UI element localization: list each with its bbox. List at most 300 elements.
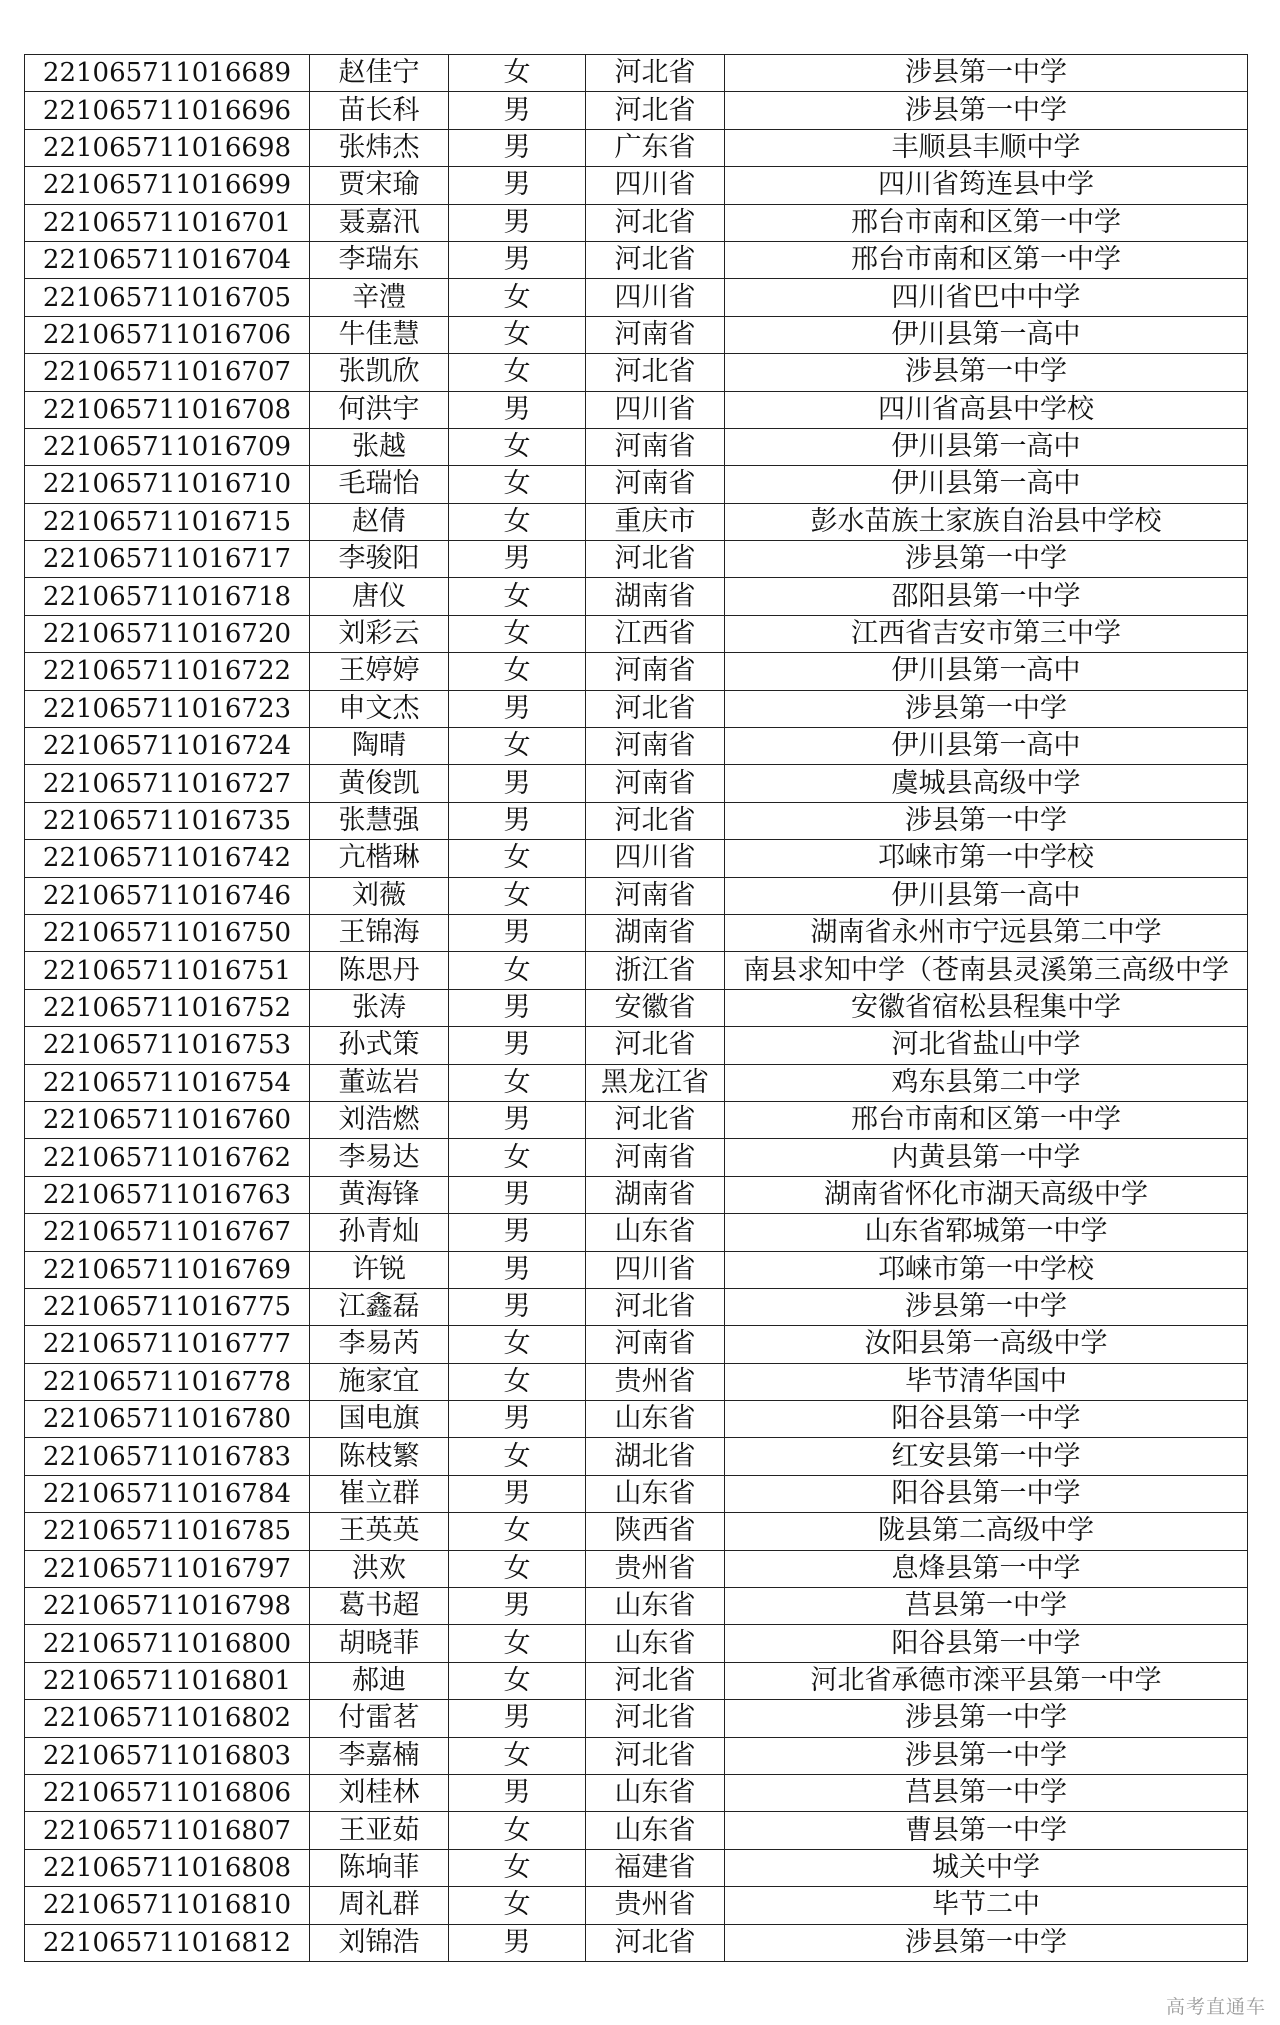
table-row — [25, 1401, 1248, 1438]
table-row — [25, 466, 1248, 503]
province-cell: 河北省 — [586, 541, 725, 578]
exam-id-cell: 221065711016810 — [25, 1887, 310, 1924]
exam-id-cell: 221065711016778 — [25, 1363, 310, 1400]
gender-cell: 男 — [449, 914, 586, 951]
school-cell: 江西省吉安市第三中学 — [725, 615, 1248, 652]
name-cell: 郝迪 — [310, 1662, 449, 1699]
school-cell: 河北省承德市滦平县第一中学 — [725, 1662, 1248, 1699]
table-row — [25, 279, 1248, 316]
exam-id-cell: 221065711016698 — [25, 129, 310, 166]
province-cell: 山东省 — [586, 1625, 725, 1662]
exam-id-cell: 221065711016783 — [25, 1438, 310, 1475]
exam-id-cell: 221065711016798 — [25, 1588, 310, 1625]
school-cell: 涉县第一中学 — [725, 802, 1248, 839]
name-cell: 陶晴 — [310, 728, 449, 765]
school-cell: 四川省筠连县中学 — [725, 167, 1248, 204]
province-cell: 安徽省 — [586, 989, 725, 1026]
table-row — [25, 653, 1248, 690]
name-cell: 毛瑞怡 — [310, 466, 449, 503]
province-cell: 四川省 — [586, 167, 725, 204]
exam-id-cell: 221065711016715 — [25, 503, 310, 540]
table-row — [25, 1812, 1248, 1849]
exam-id-cell: 221065711016762 — [25, 1139, 310, 1176]
name-cell: 王锦海 — [310, 914, 449, 951]
school-cell: 涉县第一中学 — [725, 1924, 1248, 1961]
exam-id-cell: 221065711016785 — [25, 1513, 310, 1550]
province-cell: 河南省 — [586, 653, 725, 690]
province-cell: 河北省 — [586, 241, 725, 278]
province-cell: 河南省 — [586, 1139, 725, 1176]
gender-cell: 女 — [449, 578, 586, 615]
school-cell: 邛崃市第一中学校 — [725, 1251, 1248, 1288]
province-cell: 河北省 — [586, 802, 725, 839]
gender-cell: 男 — [449, 167, 586, 204]
exam-id-cell: 221065711016720 — [25, 615, 310, 652]
exam-id-cell: 221065711016751 — [25, 952, 310, 989]
school-cell: 丰顺县丰顺中学 — [725, 129, 1248, 166]
name-cell: 孙青灿 — [310, 1214, 449, 1251]
province-cell: 山东省 — [586, 1475, 725, 1512]
exam-id-cell: 221065711016777 — [25, 1326, 310, 1363]
name-cell: 洪欢 — [310, 1550, 449, 1587]
gender-cell: 女 — [449, 354, 586, 391]
province-cell: 江西省 — [586, 615, 725, 652]
gender-cell: 男 — [449, 1475, 586, 1512]
exam-id-cell: 221065711016706 — [25, 316, 310, 353]
table-row — [25, 989, 1248, 1026]
gender-cell: 男 — [449, 391, 586, 428]
name-cell: 赵佳宁 — [310, 55, 449, 92]
table-row — [25, 503, 1248, 540]
province-cell: 山东省 — [586, 1588, 725, 1625]
exam-id-cell: 221065711016812 — [25, 1924, 310, 1961]
gender-cell: 女 — [449, 503, 586, 540]
gender-cell: 女 — [449, 840, 586, 877]
table-row — [25, 1438, 1248, 1475]
gender-cell: 女 — [449, 1849, 586, 1886]
name-cell: 刘薇 — [310, 877, 449, 914]
gender-cell: 男 — [449, 1924, 586, 1961]
exam-id-cell: 221065711016780 — [25, 1401, 310, 1438]
exam-id-cell: 221065711016708 — [25, 391, 310, 428]
school-cell: 毕节清华国中 — [725, 1363, 1248, 1400]
school-cell: 湖南省永州市宁远县第二中学 — [725, 914, 1248, 951]
gender-cell: 男 — [449, 1774, 586, 1811]
gender-cell: 女 — [449, 428, 586, 465]
table-row — [25, 55, 1248, 92]
table-row — [25, 615, 1248, 652]
exam-id-cell: 221065711016707 — [25, 354, 310, 391]
exam-id-cell: 221065711016801 — [25, 1662, 310, 1699]
province-cell: 河北省 — [586, 204, 725, 241]
school-cell: 伊川县第一高中 — [725, 428, 1248, 465]
table-row — [25, 840, 1248, 877]
province-cell: 河南省 — [586, 316, 725, 353]
name-cell: 江鑫磊 — [310, 1288, 449, 1325]
province-cell: 福建省 — [586, 1849, 725, 1886]
exam-id-cell: 221065711016705 — [25, 279, 310, 316]
exam-id-cell: 221065711016760 — [25, 1101, 310, 1138]
name-cell: 何洪宇 — [310, 391, 449, 428]
name-cell: 付雷茗 — [310, 1700, 449, 1737]
table-row — [25, 1550, 1248, 1587]
name-cell: 张凯欣 — [310, 354, 449, 391]
exam-id-cell: 221065711016746 — [25, 877, 310, 914]
school-cell: 红安县第一中学 — [725, 1438, 1248, 1475]
gender-cell: 女 — [449, 952, 586, 989]
school-cell: 息烽县第一中学 — [725, 1550, 1248, 1587]
school-cell: 莒县第一中学 — [725, 1588, 1248, 1625]
province-cell: 河北省 — [586, 1101, 725, 1138]
exam-id-cell: 221065711016807 — [25, 1812, 310, 1849]
school-cell: 彭水苗族土家族自治县中学校 — [725, 503, 1248, 540]
province-cell: 山东省 — [586, 1774, 725, 1811]
gender-cell: 女 — [449, 653, 586, 690]
name-cell: 张慧强 — [310, 802, 449, 839]
exam-id-cell: 221065711016806 — [25, 1774, 310, 1811]
gender-cell: 女 — [449, 1812, 586, 1849]
school-cell: 鸡东县第二中学 — [725, 1064, 1248, 1101]
table-row — [25, 1176, 1248, 1213]
gender-cell: 女 — [449, 1550, 586, 1587]
province-cell: 河北省 — [586, 1924, 725, 1961]
province-cell: 四川省 — [586, 391, 725, 428]
table-row — [25, 428, 1248, 465]
name-cell: 张炜杰 — [310, 129, 449, 166]
gender-cell: 男 — [449, 1027, 586, 1064]
gender-cell: 男 — [449, 204, 586, 241]
table-row — [25, 952, 1248, 989]
table-row — [25, 204, 1248, 241]
province-cell: 黑龙江省 — [586, 1064, 725, 1101]
gender-cell: 男 — [449, 1401, 586, 1438]
table-row — [25, 914, 1248, 951]
gender-cell: 男 — [449, 690, 586, 727]
table-row — [25, 1924, 1248, 1961]
name-cell: 周礼群 — [310, 1887, 449, 1924]
school-cell: 城关中学 — [725, 1849, 1248, 1886]
name-cell: 王亚茹 — [310, 1812, 449, 1849]
exam-id-cell: 221065711016689 — [25, 55, 310, 92]
name-cell: 陈垧菲 — [310, 1849, 449, 1886]
school-cell: 涉县第一中学 — [725, 541, 1248, 578]
gender-cell: 女 — [449, 728, 586, 765]
exam-id-cell: 221065711016763 — [25, 1176, 310, 1213]
name-cell: 崔立群 — [310, 1475, 449, 1512]
table-row — [25, 316, 1248, 353]
school-cell: 伊川县第一高中 — [725, 877, 1248, 914]
exam-id-cell: 221065711016802 — [25, 1700, 310, 1737]
name-cell: 李嘉楠 — [310, 1737, 449, 1774]
school-cell: 阳谷县第一中学 — [725, 1475, 1248, 1512]
name-cell: 刘桂林 — [310, 1774, 449, 1811]
school-cell: 邵阳县第一中学 — [725, 578, 1248, 615]
province-cell: 河北省 — [586, 1737, 725, 1774]
exam-id-cell: 221065711016723 — [25, 690, 310, 727]
name-cell: 王英英 — [310, 1513, 449, 1550]
gender-cell: 女 — [449, 1363, 586, 1400]
school-cell: 毕节二中 — [725, 1887, 1248, 1924]
table-row — [25, 1326, 1248, 1363]
exam-id-cell: 221065711016722 — [25, 653, 310, 690]
exam-id-cell: 221065711016750 — [25, 914, 310, 951]
name-cell: 黄俊凯 — [310, 765, 449, 802]
table-row — [25, 1139, 1248, 1176]
province-cell: 河北省 — [586, 92, 725, 129]
gender-cell: 男 — [449, 1700, 586, 1737]
table-row — [25, 1363, 1248, 1400]
table-row — [25, 241, 1248, 278]
name-cell: 刘彩云 — [310, 615, 449, 652]
province-cell: 广东省 — [586, 129, 725, 166]
name-cell: 申文杰 — [310, 690, 449, 727]
exam-id-cell: 221065711016727 — [25, 765, 310, 802]
gender-cell: 女 — [449, 316, 586, 353]
table-row — [25, 1027, 1248, 1064]
province-cell: 浙江省 — [586, 952, 725, 989]
school-cell: 内黄县第一中学 — [725, 1139, 1248, 1176]
province-cell: 陕西省 — [586, 1513, 725, 1550]
province-cell: 河北省 — [586, 1700, 725, 1737]
gender-cell: 男 — [449, 541, 586, 578]
province-cell: 贵州省 — [586, 1363, 725, 1400]
name-cell: 葛书超 — [310, 1588, 449, 1625]
exam-id-cell: 221065711016769 — [25, 1251, 310, 1288]
table-row — [25, 129, 1248, 166]
table-row — [25, 1101, 1248, 1138]
school-cell: 邛崃市第一中学校 — [725, 840, 1248, 877]
exam-id-cell: 221065711016709 — [25, 428, 310, 465]
exam-id-cell: 221065711016808 — [25, 1849, 310, 1886]
school-cell: 河北省盐山中学 — [725, 1027, 1248, 1064]
gender-cell: 男 — [449, 765, 586, 802]
province-cell: 山东省 — [586, 1812, 725, 1849]
name-cell: 陈枝繁 — [310, 1438, 449, 1475]
table-row — [25, 391, 1248, 428]
table-row — [25, 1513, 1248, 1550]
province-cell: 湖南省 — [586, 1176, 725, 1213]
gender-cell: 女 — [449, 877, 586, 914]
gender-cell: 女 — [449, 55, 586, 92]
exam-id-cell: 221065711016701 — [25, 204, 310, 241]
gender-cell: 男 — [449, 802, 586, 839]
table-row — [25, 354, 1248, 391]
gender-cell: 男 — [449, 1251, 586, 1288]
gender-cell: 男 — [449, 1588, 586, 1625]
table-body — [25, 55, 1248, 1962]
exam-id-cell: 221065711016752 — [25, 989, 310, 1026]
gender-cell: 男 — [449, 241, 586, 278]
school-cell: 涉县第一中学 — [725, 1288, 1248, 1325]
exam-id-cell: 221065711016724 — [25, 728, 310, 765]
province-cell: 河南省 — [586, 466, 725, 503]
school-cell: 邢台市南和区第一中学 — [725, 204, 1248, 241]
watermark-text: 高考直通车 — [1165, 1996, 1266, 2018]
school-cell: 涉县第一中学 — [725, 354, 1248, 391]
table-row — [25, 541, 1248, 578]
table-row — [25, 728, 1248, 765]
province-cell: 湖南省 — [586, 578, 725, 615]
school-cell: 涉县第一中学 — [725, 55, 1248, 92]
school-cell: 莒县第一中学 — [725, 1774, 1248, 1811]
school-cell: 四川省高县中学校 — [725, 391, 1248, 428]
school-cell: 伊川县第一高中 — [725, 728, 1248, 765]
table-row — [25, 690, 1248, 727]
name-cell: 李瑞东 — [310, 241, 449, 278]
exam-id-cell: 221065711016735 — [25, 802, 310, 839]
table-row — [25, 1737, 1248, 1774]
school-cell: 南县求知中学（苍南县灵溪第三高级中学 — [725, 952, 1248, 989]
table-row — [25, 877, 1248, 914]
school-cell: 邢台市南和区第一中学 — [725, 241, 1248, 278]
table-row — [25, 765, 1248, 802]
school-cell: 涉县第一中学 — [725, 690, 1248, 727]
name-cell: 李易芮 — [310, 1326, 449, 1363]
province-cell: 四川省 — [586, 279, 725, 316]
province-cell: 四川省 — [586, 840, 725, 877]
table-row — [25, 1214, 1248, 1251]
gender-cell: 女 — [449, 1662, 586, 1699]
exam-id-cell: 221065711016696 — [25, 92, 310, 129]
name-cell: 陈思丹 — [310, 952, 449, 989]
table-row — [25, 1475, 1248, 1512]
table-row — [25, 1774, 1248, 1811]
table-row — [25, 1064, 1248, 1101]
name-cell: 辛澧 — [310, 279, 449, 316]
exam-id-cell: 221065711016718 — [25, 578, 310, 615]
gender-cell: 女 — [449, 1513, 586, 1550]
table-row — [25, 167, 1248, 204]
school-cell: 涉县第一中学 — [725, 92, 1248, 129]
name-cell: 贾宋瑜 — [310, 167, 449, 204]
province-cell: 山东省 — [586, 1214, 725, 1251]
gender-cell: 女 — [449, 1139, 586, 1176]
exam-id-cell: 221065711016753 — [25, 1027, 310, 1064]
school-cell: 伊川县第一高中 — [725, 466, 1248, 503]
school-cell: 汝阳县第一高级中学 — [725, 1326, 1248, 1363]
province-cell: 河南省 — [586, 1326, 725, 1363]
province-cell: 河北省 — [586, 1027, 725, 1064]
name-cell: 黄海锋 — [310, 1176, 449, 1213]
table-row — [25, 1700, 1248, 1737]
province-cell: 贵州省 — [586, 1887, 725, 1924]
name-cell: 李易达 — [310, 1139, 449, 1176]
exam-id-cell: 221065711016704 — [25, 241, 310, 278]
table-row — [25, 1588, 1248, 1625]
school-cell: 涉县第一中学 — [725, 1737, 1248, 1774]
name-cell: 孙式策 — [310, 1027, 449, 1064]
name-cell: 王婷婷 — [310, 653, 449, 690]
table-row — [25, 1288, 1248, 1325]
province-cell: 贵州省 — [586, 1550, 725, 1587]
exam-id-cell: 221065711016754 — [25, 1064, 310, 1101]
school-cell: 陇县第二高级中学 — [725, 1513, 1248, 1550]
school-cell: 阳谷县第一中学 — [725, 1625, 1248, 1662]
name-cell: 唐仪 — [310, 578, 449, 615]
province-cell: 河南省 — [586, 765, 725, 802]
gender-cell: 女 — [449, 615, 586, 652]
gender-cell: 男 — [449, 1288, 586, 1325]
school-cell: 虞城县高级中学 — [725, 765, 1248, 802]
gender-cell: 女 — [449, 1064, 586, 1101]
province-cell: 河北省 — [586, 354, 725, 391]
province-cell: 河北省 — [586, 1288, 725, 1325]
gender-cell: 女 — [449, 1625, 586, 1662]
gender-cell: 女 — [449, 1326, 586, 1363]
gender-cell: 女 — [449, 466, 586, 503]
name-cell: 聂嘉汛 — [310, 204, 449, 241]
province-cell: 河南省 — [586, 428, 725, 465]
name-cell: 李骏阳 — [310, 541, 449, 578]
gender-cell: 男 — [449, 1176, 586, 1213]
name-cell: 赵倩 — [310, 503, 449, 540]
province-cell: 山东省 — [586, 1401, 725, 1438]
province-cell: 湖南省 — [586, 914, 725, 951]
name-cell: 国电旗 — [310, 1401, 449, 1438]
school-cell: 四川省巴中中学 — [725, 279, 1248, 316]
province-cell: 河南省 — [586, 877, 725, 914]
exam-id-cell: 221065711016710 — [25, 466, 310, 503]
table-row — [25, 1887, 1248, 1924]
table-row — [25, 1849, 1248, 1886]
name-cell: 张越 — [310, 428, 449, 465]
gender-cell: 男 — [449, 129, 586, 166]
exam-id-cell: 221065711016784 — [25, 1475, 310, 1512]
table-row — [25, 1662, 1248, 1699]
student-list-table — [24, 54, 1248, 1962]
table-row — [25, 1251, 1248, 1288]
name-cell: 牛佳慧 — [310, 316, 449, 353]
exam-id-cell: 221065711016775 — [25, 1288, 310, 1325]
school-cell: 伊川县第一高中 — [725, 653, 1248, 690]
name-cell: 刘浩燃 — [310, 1101, 449, 1138]
name-cell: 刘锦浩 — [310, 1924, 449, 1961]
table-row — [25, 1625, 1248, 1662]
name-cell: 张涛 — [310, 989, 449, 1026]
exam-id-cell: 221065711016797 — [25, 1550, 310, 1587]
province-cell: 湖北省 — [586, 1438, 725, 1475]
table-row — [25, 578, 1248, 615]
gender-cell: 男 — [449, 1214, 586, 1251]
province-cell: 河北省 — [586, 1662, 725, 1699]
province-cell: 四川省 — [586, 1251, 725, 1288]
exam-id-cell: 221065711016742 — [25, 840, 310, 877]
exam-id-cell: 221065711016800 — [25, 1625, 310, 1662]
exam-id-cell: 221065711016767 — [25, 1214, 310, 1251]
school-cell: 山东省郓城第一中学 — [725, 1214, 1248, 1251]
school-cell: 伊川县第一高中 — [725, 316, 1248, 353]
exam-id-cell: 221065711016803 — [25, 1737, 310, 1774]
exam-id-cell: 221065711016699 — [25, 167, 310, 204]
gender-cell: 女 — [449, 1737, 586, 1774]
school-cell: 安徽省宿松县程集中学 — [725, 989, 1248, 1026]
province-cell: 河北省 — [586, 690, 725, 727]
school-cell: 邢台市南和区第一中学 — [725, 1101, 1248, 1138]
school-cell: 阳谷县第一中学 — [725, 1401, 1248, 1438]
name-cell: 许锐 — [310, 1251, 449, 1288]
school-cell: 涉县第一中学 — [725, 1700, 1248, 1737]
exam-id-cell: 221065711016717 — [25, 541, 310, 578]
school-cell: 曹县第一中学 — [725, 1812, 1248, 1849]
gender-cell: 女 — [449, 279, 586, 316]
table-row — [25, 92, 1248, 129]
gender-cell: 男 — [449, 1101, 586, 1138]
name-cell: 施家宜 — [310, 1363, 449, 1400]
name-cell: 苗长科 — [310, 92, 449, 129]
gender-cell: 男 — [449, 92, 586, 129]
gender-cell: 男 — [449, 989, 586, 1026]
name-cell: 亢楷琳 — [310, 840, 449, 877]
